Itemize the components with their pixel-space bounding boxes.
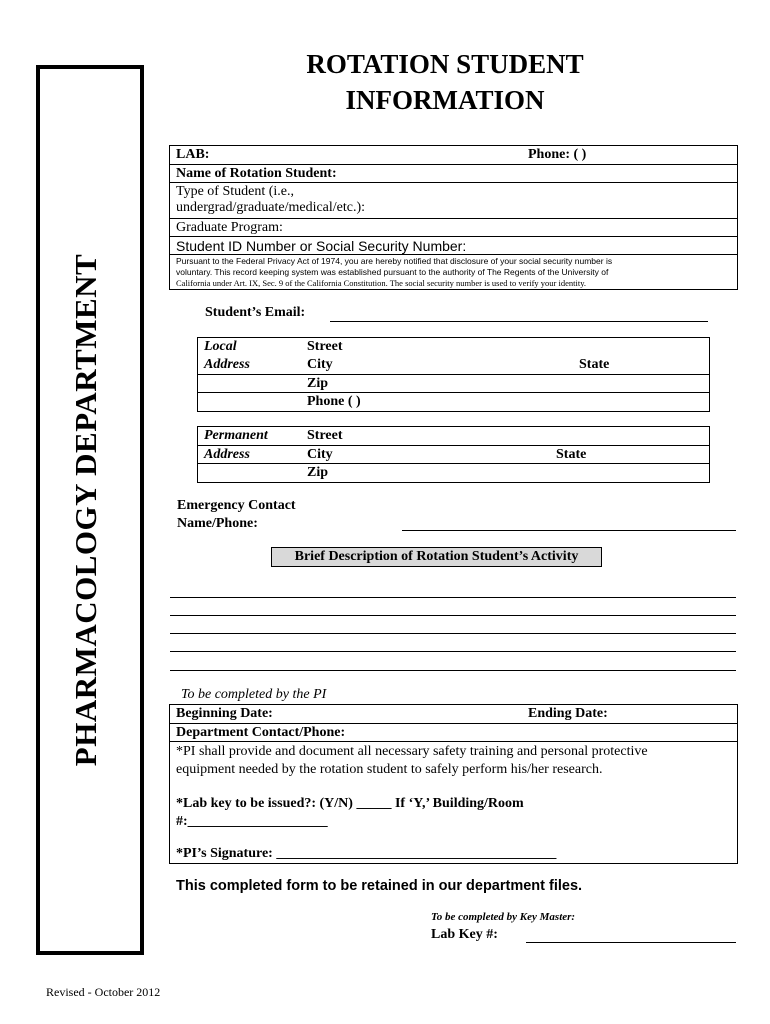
ending-date-label: Ending Date: [528, 706, 608, 721]
local-street-row[interactable] [198, 338, 709, 356]
email-input-line[interactable] [330, 321, 708, 322]
local-state-label: State [579, 357, 610, 372]
email-label: Student’s Email: [205, 305, 306, 320]
local-phone-row[interactable] [198, 392, 709, 411]
student-type-row[interactable] [170, 182, 737, 218]
safety-line-1: *PI shall provide and document all necessary safety training and personal protective [176, 744, 648, 759]
local-label: Local [204, 339, 237, 354]
safety-line-2: equipment needed by the rotation student to safely perform his/her research. [176, 762, 603, 777]
local-zip-row[interactable] [198, 374, 709, 392]
retain-notice: This completed form to be retained in our department files. [176, 878, 583, 894]
local-city-row[interactable] [198, 356, 709, 374]
local-address-label: Address [204, 357, 250, 372]
permanent-zip-row[interactable] [198, 463, 709, 482]
graduate-program-row[interactable] [170, 218, 737, 236]
student-type-label-2: undergrad/graduate/medical/etc.): [176, 200, 366, 215]
local-phone-label: Phone ( ) [307, 394, 361, 409]
local-city-label: City [307, 357, 333, 372]
activity-line[interactable] [170, 615, 736, 616]
permanent-state-label: State [556, 447, 587, 462]
emergency-label-2: Name/Phone: [177, 516, 258, 531]
permanent-address-table [197, 426, 710, 483]
local-address-table [197, 337, 710, 412]
local-street-label: Street [307, 339, 343, 354]
pi-note: To be completed by the PI [181, 687, 327, 702]
permanent-label: Permanent [204, 428, 268, 443]
student-type-label-1: Type of Student (i.e., [176, 184, 294, 199]
dept-contact-label: Department Contact/Phone: [176, 725, 346, 740]
activity-line[interactable] [170, 597, 736, 598]
beginning-date-label: Beginning Date: [176, 706, 273, 721]
lab-key-room[interactable]: #:____________________ [176, 814, 328, 829]
lab-row[interactable] [170, 146, 737, 164]
privacy-notice [170, 254, 737, 289]
pi-table [169, 704, 738, 864]
activity-line[interactable] [170, 633, 736, 634]
permanent-city-row[interactable] [198, 445, 709, 463]
student-info-table [169, 145, 738, 290]
privacy-line-1: Pursuant to the Federal Privacy Act of 1974, you are hereby notified that disclosure of your social security number is [176, 256, 613, 266]
permanent-street-label: Street [307, 428, 343, 443]
pi-signature[interactable]: *PI’s Signature: ________________________________________ [176, 846, 557, 861]
lab-key-question[interactable]: *Lab key to be issued?: (Y/N) _____ If ‘Y,’ Building/Room [176, 796, 524, 811]
phone-label: Phone: ( ) [528, 147, 587, 162]
lab-key-input-line[interactable] [526, 942, 736, 943]
permanent-zip-label: Zip [307, 465, 329, 480]
revised-date: Revised - October 2012 [46, 985, 161, 999]
permanent-street-row[interactable] [198, 427, 709, 445]
activity-line[interactable] [170, 651, 736, 652]
emergency-label-1: Emergency Contact [177, 498, 296, 513]
emergency-contact-label [177, 497, 296, 533]
activity-line[interactable] [170, 670, 736, 671]
permanent-address-label: Address [204, 447, 250, 462]
dept-contact-row[interactable] [170, 723, 737, 741]
dates-row[interactable] [170, 705, 737, 723]
student-name-label: Name of Rotation Student: [176, 166, 337, 181]
local-zip-label: Zip [307, 376, 329, 391]
title-line-1: ROTATION STUDENT [306, 49, 584, 79]
name-row[interactable] [170, 164, 737, 182]
department-label: PHARMACOLOGY DEPARTMENT [68, 253, 103, 767]
activity-heading: Brief Description of Rotation Student’s Activity [271, 547, 602, 567]
permanent-city-label: City [307, 447, 333, 462]
student-id-label: Student ID Number or Social Security Number: [176, 238, 467, 254]
graduate-program-label: Graduate Program: [176, 220, 283, 235]
emergency-input-line[interactable] [402, 530, 736, 531]
lab-label: LAB: [176, 147, 210, 162]
key-master-note: To be completed by Key Master: [431, 911, 576, 923]
pi-requirements [170, 741, 737, 863]
student-id-row[interactable] [170, 236, 737, 254]
title-line-2: INFORMATION [345, 85, 545, 115]
lab-key-label: Lab Key #: [431, 927, 498, 942]
privacy-line-3: California under Art. IX, Sec. 9 of the California Constitution. The social security number is used to verify your identity. [176, 278, 587, 288]
privacy-line-2: voluntary. This record keeping system was established pursuant to the authority of The Regents of the University of [176, 267, 609, 277]
page-title [250, 46, 640, 118]
